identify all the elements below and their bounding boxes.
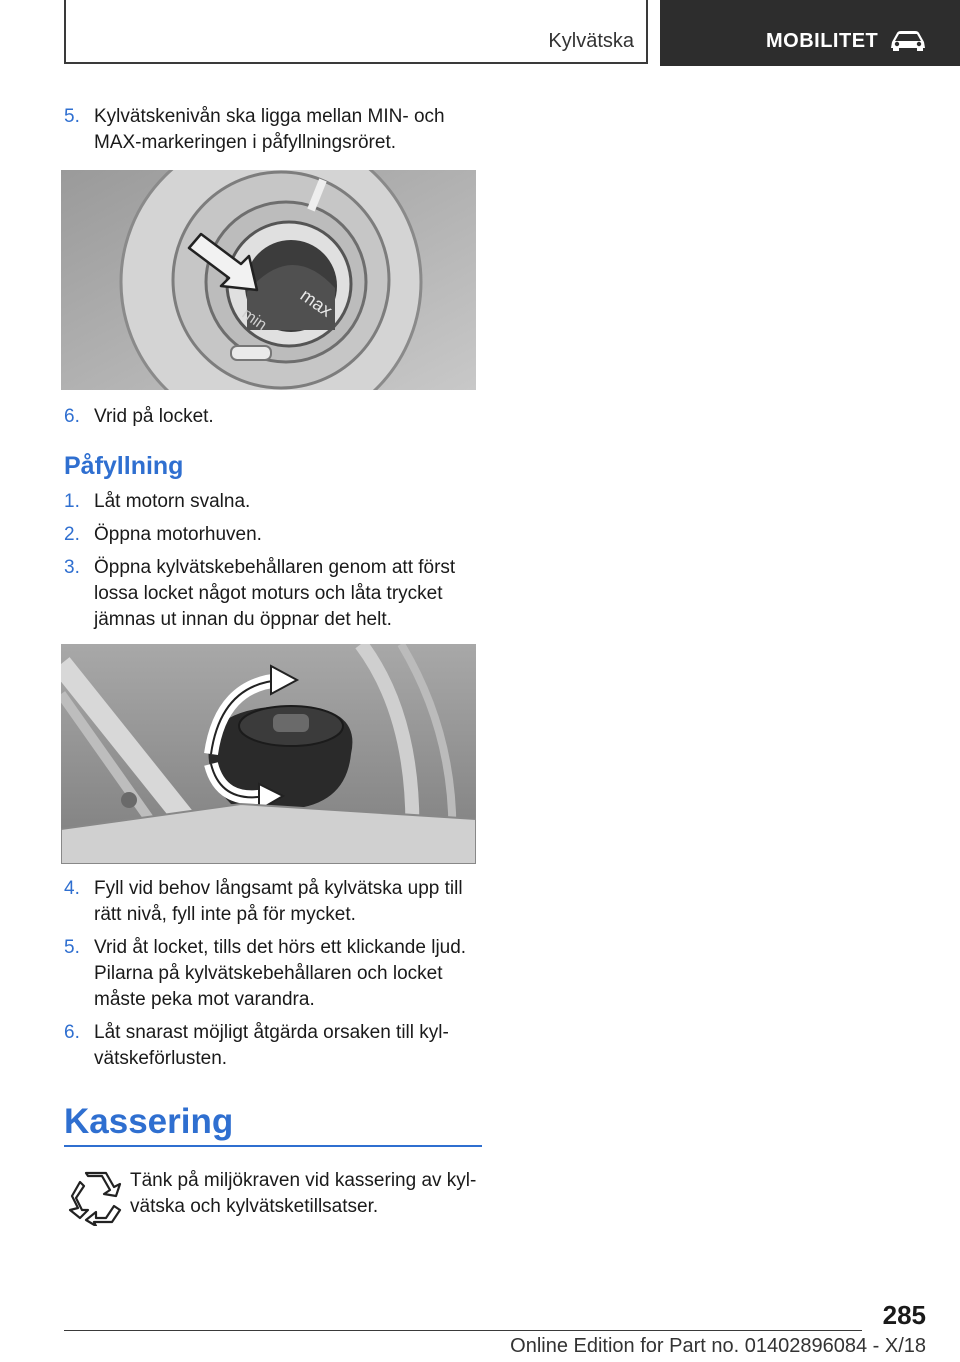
list-item: [64, 404, 484, 430]
step-number: 5.: [64, 106, 80, 127]
step-text: Öppna motorhuven.: [94, 524, 262, 545]
header-section-title: Kylvätska: [548, 30, 634, 52]
step-text: Låt motorn svalna.: [94, 491, 251, 512]
heading-rule: [64, 1145, 482, 1147]
list-item: [64, 935, 484, 1013]
header-chapter-title: MOBILITET: [766, 30, 879, 52]
list-item: [64, 876, 484, 928]
section-heading-refill: Påfyllning: [64, 452, 184, 480]
step-number: 6.: [64, 406, 80, 427]
min-marking: min: [238, 305, 270, 335]
step-number: 4.: [64, 878, 80, 899]
step-text: Låt snarast möjligt åtgärda orsaken till kyl-vätskeförlusten.: [94, 1022, 449, 1069]
step-text: Fyll vid behov långsamt på kylvätska upp till rätt nivå, fyll inte på för mycket.: [94, 878, 463, 925]
filler-neck-photo: [61, 170, 476, 390]
step-number: 3.: [64, 557, 80, 578]
footer-rule: [64, 1330, 862, 1331]
header-chapter-tab: [660, 0, 960, 66]
list-item: [64, 489, 484, 515]
disposal-note: Tänk på miljökraven vid kassering av kyl-vätska och kylvätsketillsatser.: [130, 1170, 477, 1217]
step-text: Vrid på locket.: [94, 406, 214, 427]
step-number: 6.: [64, 1022, 80, 1043]
list-item: [64, 104, 484, 156]
section-heading-disposal: Kassering: [64, 1102, 234, 1141]
page-number: 285: [882, 1300, 926, 1330]
step-number: 5.: [64, 937, 80, 958]
list-item: [64, 555, 484, 633]
header-section-box: [64, 0, 648, 64]
recycle-icon: [66, 1170, 124, 1226]
list-item: [64, 522, 484, 548]
list-item: [64, 1020, 484, 1072]
step-text: Öppna kylvätskebehållaren genom att först lossa locket något moturs och låta trycket jämnas ut innan du öppnar det helt.: [94, 557, 456, 630]
step-text: Vrid åt locket, tills det hörs ett klickande ljud. Pilarna på kylvätskebehållaren och locket måste peka mot varandra.: [94, 937, 467, 1010]
car-icon: [888, 28, 928, 52]
max-marking: max: [296, 284, 337, 321]
reservoir-cap-photo: [61, 644, 476, 864]
step-number: 2.: [64, 524, 80, 545]
step-number: 1.: [64, 491, 80, 512]
step-text: Kylvätskenivån ska ligga mellan MIN- och MAX-markeringen i påfyllningsröret.: [94, 106, 445, 153]
footer-edition: Online Edition for Part no. 01402896084 - X/18: [510, 1335, 926, 1357]
